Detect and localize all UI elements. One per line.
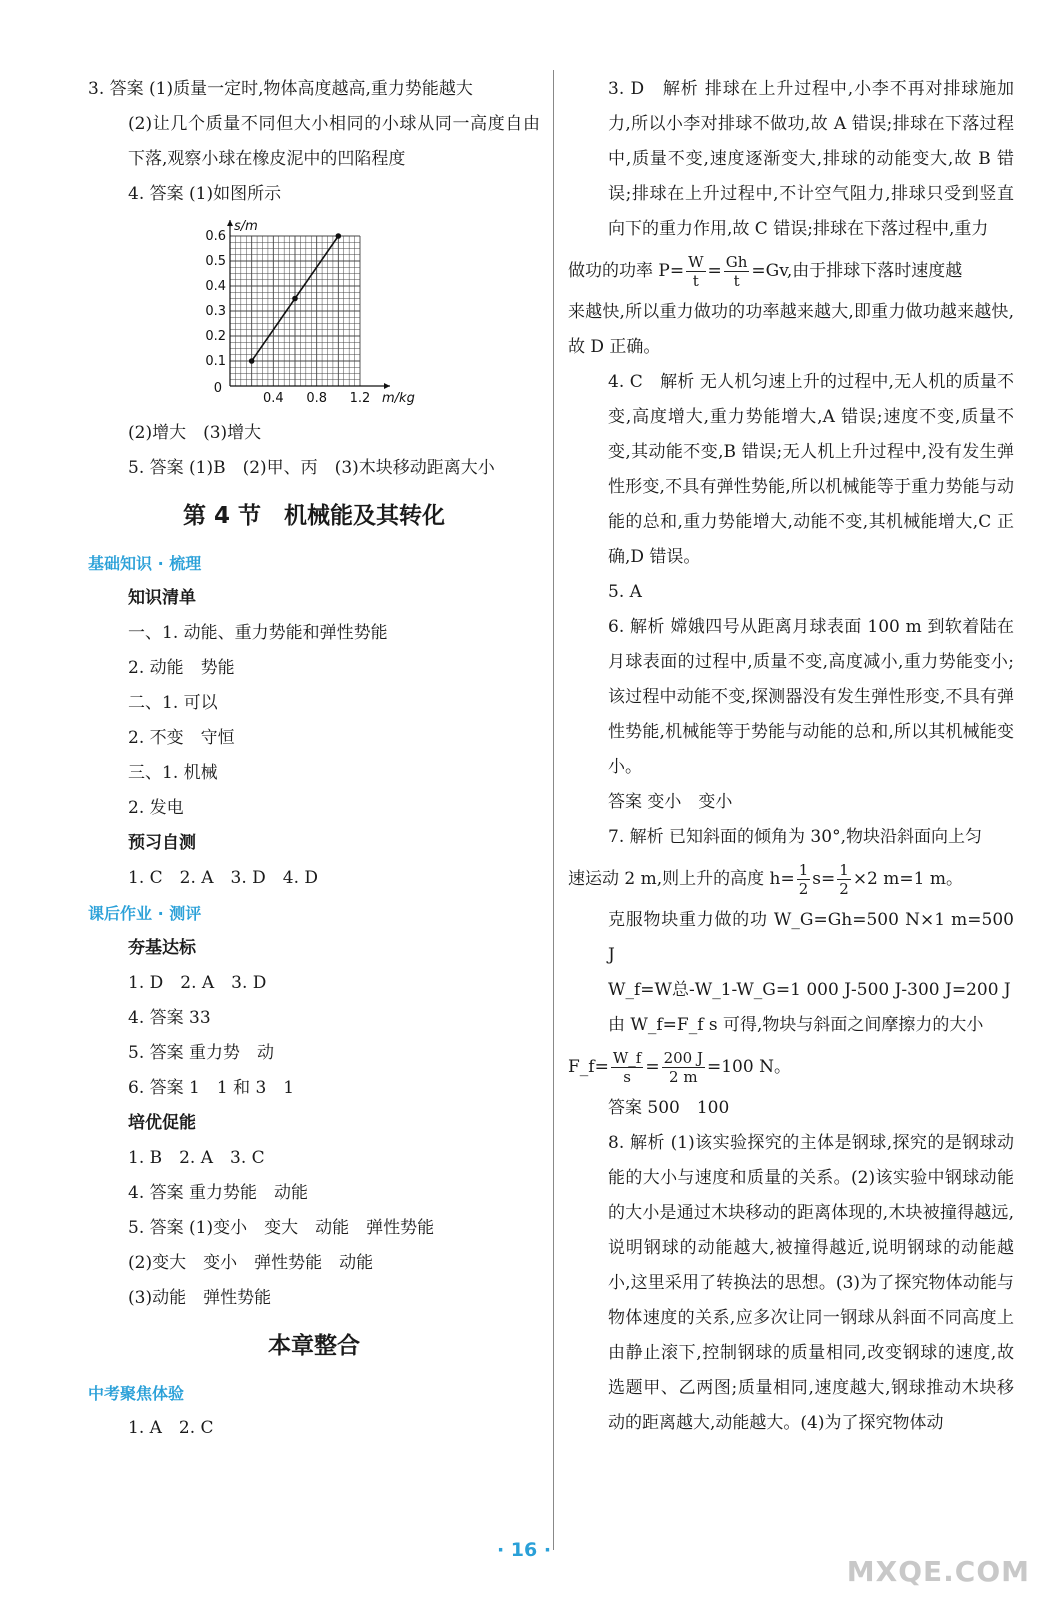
numerator: Gh [725,253,748,271]
numerator: 1 [839,861,849,879]
answer-4: 4. 答案 (1)如图所示 [128,184,282,204]
watermark: MXQE.COM [846,1555,1030,1588]
base-answer-1: 1. D 2. A 3. D [128,973,267,993]
chapter-title: 本章整合 [268,1333,360,1359]
formula-text: =100 N。 [707,1057,791,1077]
solution-6-answer: 答案 变小 变小 [608,792,733,812]
solution-7: 7. 解析 已知斜面的倾角为 30°,物块沿斜面向上匀 [608,827,982,847]
numerator: 200 J [663,1049,703,1067]
solution-3-end: 来越快,所以重力做功的功率越来越大,即重力做功越来越快,故 D 正确。 [568,302,1014,357]
heading-basic: 基础知识 · 梳理 [88,554,202,573]
knowledge-5: 三、1. 机械 [128,763,218,783]
y-tick-label: 0.5 [205,254,226,269]
base-answer-3: 5. 答案 重力势 动 [128,1043,275,1063]
s-m-chart [198,214,418,414]
formula-text: = [645,1057,660,1077]
heading-preview: 预习自测 [128,833,196,853]
adv-answer-4: (2)变大 变小 弹性势能 动能 [128,1253,374,1273]
heading-after: 课后作业 · 测评 [88,904,202,923]
adv-answer-2: 4. 答案 重力势能 动能 [128,1183,309,1203]
solution-3: 3. D 解析 排球在上升过程中,小李不再对排球施加力,所以小李对排球不做功,故 A 错误;排球在下落过程中,质量不变,速度逐渐变大,排球的动能变大,故 B 错误;排球在上升过程中,不计空气阻力,排球只受到竖直向下的重力作用,故 C 错误;排球在下落过程中,重力 [608,79,1014,239]
y-tick-label: 0.2 [205,329,226,344]
denominator: 2 m [669,1068,698,1086]
solution-8: 8. 解析 (1)该实验探究的主体是钢球,探究的是钢球动能的大小与速度和质量的关系。(2)该实验中钢球动能的大小是通过木块移动的距离体现的,木块被撞得越远,说明钢球的动能越大,被撞得越近,说明钢球的动能越小,这里采用了转换法的思想。(3)为了探究物体动能与物体速度的关系,应多次让同一钢球从斜面不同高度上由静止滚下,控制钢球的质量相同,改变钢球的速度,故选题甲、乙两图;质量相同,速度越大,钢球推动木块移动的距离越大,动能越大。(4)为了探究物体动 [608,1133,1014,1433]
y-axis-label: s/m [234,219,258,234]
fraction [724,253,750,290]
denominator: 2 [839,880,849,898]
knowledge-4: 2. 不变 守恒 [128,728,235,748]
fraction [837,861,851,898]
formula-text: = [707,261,722,281]
fraction [662,1049,705,1086]
formula-text: ×2 m=1 m。 [852,869,963,889]
left-column [88,72,540,1446]
y-tick-label: 0.6 [205,229,226,244]
denominator: t [692,272,699,290]
data-point [292,296,298,302]
answer-4-part-2: (2)增大 (3)增大 [128,423,262,443]
right-column [568,72,1014,1441]
page-number: · 16 · [496,1539,552,1561]
denominator: 2 [798,880,809,898]
solution-4: 4. C 解析 无人机匀速上升的过程中,无人机的质量不变,高度增大,重力势能增大,A 错误;速度不变,质量不变,其动能不变,B 错误;无人机上升过程中,没有发生弹性形变,不具有弹性势能,所以机械能等于重力势能与动能的总和,重力势能增大,动能不变,其机械能增大,C 正确,D 错误。 [608,372,1014,567]
solution-7-formula [568,855,1014,903]
denominator: t [733,272,740,290]
fraction [686,253,705,290]
origin-label: 0 [213,381,222,396]
solution-7-answer: 答案 500 100 [608,1098,730,1118]
numerator: 1 [798,861,809,879]
heading-base: 夯基达标 [128,938,196,958]
y-tick-label: 0.4 [205,279,226,294]
denominator: s [623,1068,631,1086]
adv-answer-5: (3)动能 弹性势能 [128,1288,272,1308]
adv-answer-1: 1. B 2. A 3. C [128,1148,265,1168]
solution-5: 5. A [608,582,642,602]
knowledge-3: 二、1. 可以 [128,693,218,713]
base-answer-2: 4. 答案 33 [128,1008,211,1028]
x-tick-label: 0.4 [262,391,284,406]
y-tick-label: 0.1 [205,354,226,369]
answer-5: 5. 答案 (1)B (2)甲、丙 (3)木块移动距离大小 [128,458,495,478]
formula-text: 速运动 2 m,则上升的高度 h= [568,869,795,889]
column-divider [553,70,554,1550]
knowledge-2: 2. 动能 势能 [128,658,235,678]
heading-exam: 中考聚焦体验 [88,1384,185,1403]
y-axis-arrow [227,220,233,226]
x-axis-arrow [384,383,390,389]
data-point [336,233,342,239]
section-title: 第 4 节 机械能及其转化 [182,503,446,529]
solution-7-friction-work: W_f=W总-W_1-W_G=1 000 J-500 J-300 J=200 J [608,980,1011,1000]
preview-answers: 1. C 2. A 3. D 4. D [128,868,319,888]
formula-text: s= [812,869,836,889]
heading-list: 知识清单 [128,588,196,608]
solution-3-formula [568,247,1014,295]
x-axis-label: m/kg [382,391,415,406]
data-point [249,358,255,364]
fraction [611,1049,643,1086]
solution-6: 6. 解析 嫦娥四号从距离月球表面 100 m 到软着陆在月球表面的过程中,质量不变,高度减小,重力势能变小;该过程中动能不变,探测器没有发生弹性形变,不具有弹性势能,机械能等于势能与动能的总和,所以其机械能变小。 [608,617,1014,777]
fraction [797,861,811,898]
heading-advance: 培优促能 [128,1113,196,1133]
formula-text: 做功的功率 P= [568,261,685,281]
numerator: W [688,253,704,271]
x-tick-label: 0.8 [306,391,328,406]
answer-3-part-2: (2)让几个质量不同但大小相同的小球从同一高度自由下落,观察小球在橡皮泥中的凹陷程度 [128,114,540,169]
numerator: W_f [612,1049,642,1067]
y-tick-label: 0.3 [205,304,226,319]
base-answer-4: 6. 答案 1 1 和 3 1 [128,1078,295,1098]
knowledge-1: 一、1. 动能、重力势能和弹性势能 [128,623,388,643]
solution-7-force: 由 W_f=F_f s 可得,物块与斜面之间摩擦力的大小 [608,1015,984,1035]
answer-3: 3. 答案 (1)质量一定时,物体高度越高,重力势能越大 [88,79,473,99]
adv-answer-3: 5. 答案 (1)变小 变大 动能 弹性势能 [128,1218,435,1238]
solution-7-work: 克服物块重力做的功 W_G=Gh=500 N×1 m=500 J [608,910,1014,965]
knowledge-6: 2. 发电 [128,798,184,818]
exam-answers: 1. A 2. C [128,1418,214,1438]
solution-7-force-formula [568,1043,1014,1091]
formula-text: =Gv,由于排球下落时速度越 [751,261,963,281]
x-tick-label: 1.2 [349,391,371,406]
formula-text: F_f= [568,1057,609,1077]
